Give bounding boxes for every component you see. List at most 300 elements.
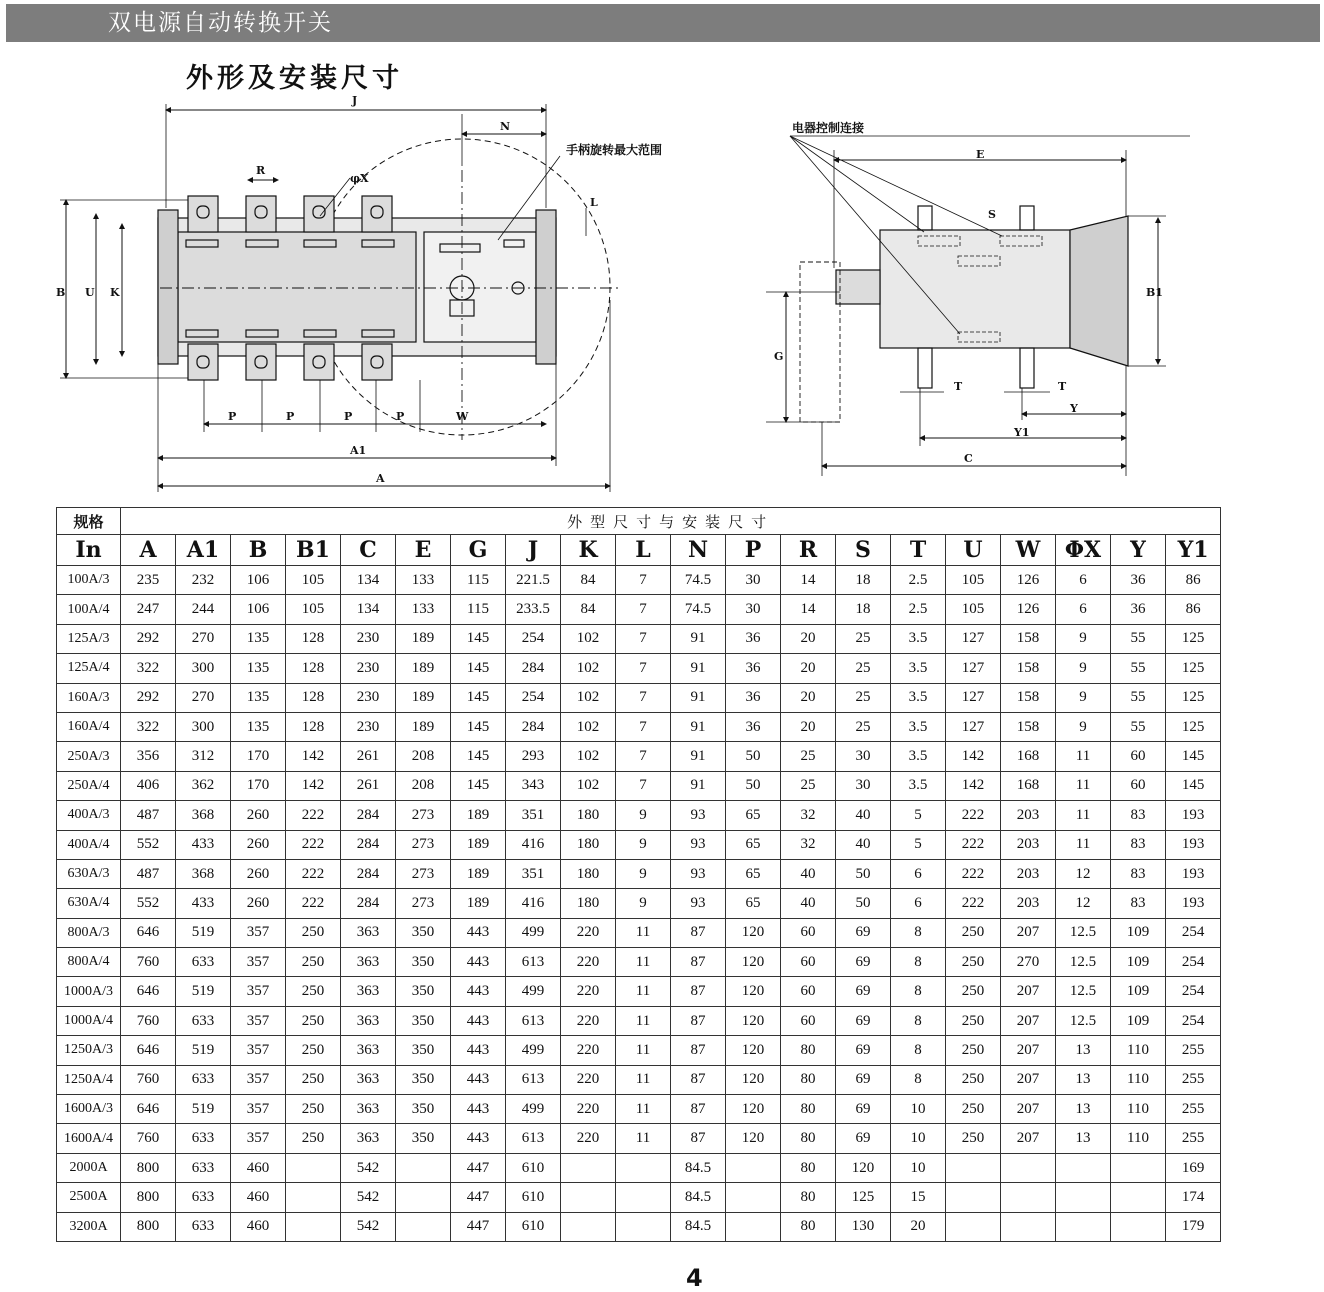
column-header: Y xyxy=(1111,535,1166,566)
value-cell: 646 xyxy=(121,918,176,947)
value-cell: 65 xyxy=(726,830,781,859)
value-cell: 633 xyxy=(176,1065,231,1094)
value-cell: 11 xyxy=(1056,742,1111,771)
value-cell: 126 xyxy=(1001,566,1056,595)
value-cell: 12.5 xyxy=(1056,918,1111,947)
value-cell: 86 xyxy=(1166,595,1221,624)
value-cell: 5 xyxy=(891,830,946,859)
value-cell: 351 xyxy=(506,801,561,830)
value-cell: 105 xyxy=(286,566,341,595)
value-cell: 760 xyxy=(121,1006,176,1035)
value-cell: 12 xyxy=(1056,889,1111,918)
value-cell: 158 xyxy=(1001,624,1056,653)
value-cell: 460 xyxy=(231,1183,286,1212)
value-cell: 115 xyxy=(451,566,506,595)
value-cell: 220 xyxy=(561,1124,616,1153)
value-cell: 3.5 xyxy=(891,742,946,771)
value-cell: 9 xyxy=(1056,624,1111,653)
spec-cell: 1600A/3 xyxy=(57,1095,121,1124)
column-header: R xyxy=(781,535,836,566)
value-cell: 357 xyxy=(231,977,286,1006)
value-cell: 350 xyxy=(396,977,451,1006)
value-cell: 125 xyxy=(1166,712,1221,741)
value-cell: 350 xyxy=(396,1065,451,1094)
value-cell: 11 xyxy=(616,1006,671,1035)
table-row xyxy=(57,1153,1221,1182)
value-cell: 552 xyxy=(121,889,176,918)
value-cell: 13 xyxy=(1056,1124,1111,1153)
value-cell: 30 xyxy=(726,566,781,595)
value-cell: 220 xyxy=(561,918,616,947)
value-cell: 203 xyxy=(1001,889,1056,918)
value-cell xyxy=(1056,1212,1111,1241)
value-cell: 207 xyxy=(1001,918,1056,947)
value-cell: 110 xyxy=(1111,1095,1166,1124)
value-cell: 203 xyxy=(1001,801,1056,830)
column-header: T xyxy=(891,535,946,566)
dim-label-y: Y xyxy=(1070,402,1078,415)
value-cell: 363 xyxy=(341,948,396,977)
dim-label-b: B xyxy=(56,286,66,299)
value-cell: 80 xyxy=(781,1095,836,1124)
value-cell: 207 xyxy=(1001,1036,1056,1065)
value-cell: 406 xyxy=(121,771,176,800)
value-cell: 250 xyxy=(946,1095,1001,1124)
value-cell xyxy=(1111,1212,1166,1241)
table-row xyxy=(57,977,1221,1006)
value-cell: 125 xyxy=(836,1183,891,1212)
spec-cell: 1000A/3 xyxy=(57,977,121,1006)
value-cell: 447 xyxy=(451,1153,506,1182)
value-cell: 109 xyxy=(1111,918,1166,947)
value-cell: 83 xyxy=(1111,889,1166,918)
dim-label-g: G xyxy=(774,350,784,363)
value-cell xyxy=(561,1153,616,1182)
value-cell: 126 xyxy=(1001,595,1056,624)
spec-cell: 1250A/4 xyxy=(57,1065,121,1094)
value-cell: 207 xyxy=(1001,1095,1056,1124)
value-cell: 633 xyxy=(176,1124,231,1153)
value-cell: 250 xyxy=(286,1095,341,1124)
value-cell: 120 xyxy=(726,977,781,1006)
value-cell: 8 xyxy=(891,1036,946,1065)
value-cell xyxy=(616,1183,671,1212)
value-cell: 193 xyxy=(1166,889,1221,918)
value-cell: 363 xyxy=(341,1095,396,1124)
value-cell: 11 xyxy=(1056,830,1111,859)
value-cell: 233.5 xyxy=(506,595,561,624)
value-cell: 127 xyxy=(946,654,1001,683)
value-cell: 350 xyxy=(396,1006,451,1035)
value-cell xyxy=(1001,1212,1056,1241)
table-row xyxy=(57,859,1221,888)
value-cell: 3.5 xyxy=(891,624,946,653)
value-cell: 222 xyxy=(946,859,1001,888)
value-cell: 128 xyxy=(286,683,341,712)
value-cell: 193 xyxy=(1166,859,1221,888)
value-cell xyxy=(396,1153,451,1182)
value-cell xyxy=(286,1212,341,1241)
value-cell: 91 xyxy=(671,712,726,741)
value-cell: 487 xyxy=(121,801,176,830)
value-cell: 270 xyxy=(1001,948,1056,977)
value-cell: 65 xyxy=(726,801,781,830)
value-cell: 133 xyxy=(396,566,451,595)
value-cell: 362 xyxy=(176,771,231,800)
value-cell: 633 xyxy=(176,1153,231,1182)
value-cell: 232 xyxy=(176,566,231,595)
value-cell: 40 xyxy=(781,889,836,918)
value-cell: 350 xyxy=(396,1036,451,1065)
value-cell: 447 xyxy=(451,1212,506,1241)
value-cell: 84 xyxy=(561,566,616,595)
value-cell: 145 xyxy=(1166,742,1221,771)
value-cell: 145 xyxy=(451,654,506,683)
table-row xyxy=(57,918,1221,947)
dim-label-b1: B1 xyxy=(1146,286,1163,299)
value-cell: 25 xyxy=(781,742,836,771)
value-cell: 6 xyxy=(1056,595,1111,624)
value-cell: 8 xyxy=(891,948,946,977)
value-cell: 14 xyxy=(781,595,836,624)
value-cell: 610 xyxy=(506,1212,561,1241)
value-cell: 170 xyxy=(231,771,286,800)
table-row xyxy=(57,683,1221,712)
value-cell: 250 xyxy=(946,977,1001,1006)
value-cell: 8 xyxy=(891,1065,946,1094)
value-cell: 433 xyxy=(176,830,231,859)
value-cell: 270 xyxy=(176,683,231,712)
spec-cell: 100A/3 xyxy=(57,566,121,595)
value-cell: 55 xyxy=(1111,624,1166,653)
value-cell: 87 xyxy=(671,1065,726,1094)
value-cell: 120 xyxy=(726,1095,781,1124)
value-cell: 255 xyxy=(1166,1124,1221,1153)
value-cell: 80 xyxy=(781,1212,836,1241)
value-cell: 260 xyxy=(231,801,286,830)
side-view-drawing xyxy=(766,136,1190,476)
value-cell: 18 xyxy=(836,595,891,624)
value-cell: 3.5 xyxy=(891,683,946,712)
table-row xyxy=(57,1124,1221,1153)
value-cell: 542 xyxy=(341,1153,396,1182)
value-cell: 189 xyxy=(396,654,451,683)
dim-label-p1: P xyxy=(228,410,237,423)
value-cell: 36 xyxy=(1111,595,1166,624)
column-header: L xyxy=(616,535,671,566)
table-row xyxy=(57,624,1221,653)
value-cell: 87 xyxy=(671,918,726,947)
value-cell: 80 xyxy=(781,1036,836,1065)
value-cell: 6 xyxy=(891,859,946,888)
column-header: E xyxy=(396,535,451,566)
value-cell: 800 xyxy=(121,1183,176,1212)
value-cell: 83 xyxy=(1111,859,1166,888)
value-cell: 207 xyxy=(1001,977,1056,1006)
value-cell: 84.5 xyxy=(671,1183,726,1212)
value-cell: 25 xyxy=(836,654,891,683)
value-cell: 260 xyxy=(231,830,286,859)
value-cell: 357 xyxy=(231,918,286,947)
value-cell: 460 xyxy=(231,1212,286,1241)
value-cell: 235 xyxy=(121,566,176,595)
value-cell: 102 xyxy=(561,624,616,653)
value-cell: 11 xyxy=(616,1124,671,1153)
value-cell: 208 xyxy=(396,771,451,800)
value-cell: 220 xyxy=(561,1065,616,1094)
value-cell: 273 xyxy=(396,830,451,859)
value-cell: 145 xyxy=(451,712,506,741)
value-cell: 10 xyxy=(891,1124,946,1153)
value-cell: 36 xyxy=(726,624,781,653)
value-cell: 250 xyxy=(946,1006,1001,1035)
value-cell: 145 xyxy=(451,683,506,712)
value-cell: 105 xyxy=(946,566,1001,595)
value-cell: 368 xyxy=(176,801,231,830)
value-cell: 65 xyxy=(726,859,781,888)
value-cell: 3.5 xyxy=(891,771,946,800)
dim-label-c: C xyxy=(964,452,973,465)
value-cell: 142 xyxy=(946,771,1001,800)
value-cell: 158 xyxy=(1001,654,1056,683)
value-cell: 13 xyxy=(1056,1036,1111,1065)
value-cell: 9 xyxy=(616,889,671,918)
value-cell: 145 xyxy=(1166,771,1221,800)
dim-label-y1: Y1 xyxy=(1014,426,1030,439)
value-cell: 633 xyxy=(176,948,231,977)
dim-label-p2: P xyxy=(286,410,295,423)
value-cell: 254 xyxy=(506,624,561,653)
value-cell: 284 xyxy=(341,859,396,888)
value-cell: 552 xyxy=(121,830,176,859)
value-cell: 193 xyxy=(1166,830,1221,859)
value-cell: 115 xyxy=(451,595,506,624)
value-cell: 25 xyxy=(781,771,836,800)
value-cell: 145 xyxy=(451,742,506,771)
value-cell: 11 xyxy=(616,1095,671,1124)
value-cell: 7 xyxy=(616,683,671,712)
table-body xyxy=(57,566,1221,1242)
value-cell: 50 xyxy=(836,889,891,918)
dim-label-a1: A1 xyxy=(350,444,367,457)
value-cell: 60 xyxy=(781,977,836,1006)
value-cell: 20 xyxy=(781,683,836,712)
value-cell: 93 xyxy=(671,830,726,859)
value-cell: 12.5 xyxy=(1056,948,1111,977)
value-cell xyxy=(726,1183,781,1212)
value-cell xyxy=(616,1212,671,1241)
column-header: B xyxy=(231,535,286,566)
value-cell: 222 xyxy=(286,859,341,888)
value-cell: 350 xyxy=(396,918,451,947)
value-cell: 610 xyxy=(506,1183,561,1212)
value-cell: 170 xyxy=(231,742,286,771)
value-cell: 109 xyxy=(1111,948,1166,977)
value-cell: 174 xyxy=(1166,1183,1221,1212)
dim-label-t1: T xyxy=(954,380,963,393)
value-cell: 120 xyxy=(726,1006,781,1035)
value-cell: 36 xyxy=(726,683,781,712)
value-cell: 11 xyxy=(616,948,671,977)
value-cell: 220 xyxy=(561,1036,616,1065)
value-cell: 368 xyxy=(176,859,231,888)
dim-label-l: L xyxy=(590,196,598,209)
column-header: N xyxy=(671,535,726,566)
value-cell: 11 xyxy=(616,918,671,947)
value-cell: 220 xyxy=(561,1095,616,1124)
value-cell: 40 xyxy=(836,830,891,859)
value-cell: 20 xyxy=(781,624,836,653)
value-cell: 254 xyxy=(1166,977,1221,1006)
value-cell: 284 xyxy=(341,830,396,859)
value-cell xyxy=(1001,1183,1056,1212)
value-cell: 109 xyxy=(1111,1006,1166,1035)
value-cell: 84.5 xyxy=(671,1212,726,1241)
value-cell: 343 xyxy=(506,771,561,800)
value-cell: 87 xyxy=(671,977,726,1006)
value-cell: 519 xyxy=(176,977,231,1006)
value-cell: 416 xyxy=(506,889,561,918)
spec-cell: 3200A xyxy=(57,1212,121,1241)
value-cell: 207 xyxy=(1001,1124,1056,1153)
value-cell: 32 xyxy=(781,801,836,830)
value-cell: 128 xyxy=(286,624,341,653)
value-cell: 222 xyxy=(946,830,1001,859)
value-cell: 613 xyxy=(506,948,561,977)
value-cell: 145 xyxy=(451,624,506,653)
value-cell: 40 xyxy=(836,801,891,830)
value-cell: 60 xyxy=(1111,742,1166,771)
value-cell: 189 xyxy=(396,712,451,741)
value-cell: 250 xyxy=(946,1036,1001,1065)
value-cell: 69 xyxy=(836,1065,891,1094)
value-cell: 125 xyxy=(1166,683,1221,712)
value-cell: 3.5 xyxy=(891,654,946,683)
value-cell: 60 xyxy=(781,1006,836,1035)
value-cell: 84.5 xyxy=(671,1153,726,1182)
value-cell: 363 xyxy=(341,1065,396,1094)
spec-cell: 800A/4 xyxy=(57,948,121,977)
dimension-table xyxy=(56,507,1221,1242)
value-cell: 87 xyxy=(671,948,726,977)
table-row xyxy=(57,771,1221,800)
dim-label-e: E xyxy=(976,148,985,161)
value-cell: 11 xyxy=(1056,801,1111,830)
table-row xyxy=(57,1036,1221,1065)
value-cell: 613 xyxy=(506,1065,561,1094)
value-cell: 357 xyxy=(231,1095,286,1124)
table-row xyxy=(57,1212,1221,1241)
value-cell: 142 xyxy=(946,742,1001,771)
page-number: 4 xyxy=(686,1264,703,1292)
value-cell: 106 xyxy=(231,566,286,595)
dim-label-w: W xyxy=(456,410,469,423)
value-cell xyxy=(396,1183,451,1212)
spec-cell: 630A/4 xyxy=(57,889,121,918)
value-cell: 69 xyxy=(836,1036,891,1065)
value-cell: 284 xyxy=(341,801,396,830)
value-cell: 800 xyxy=(121,1153,176,1182)
value-cell: 443 xyxy=(451,1095,506,1124)
value-cell: 542 xyxy=(341,1183,396,1212)
column-header: K xyxy=(561,535,616,566)
value-cell: 93 xyxy=(671,859,726,888)
value-cell: 135 xyxy=(231,683,286,712)
value-cell xyxy=(726,1212,781,1241)
dim-label-n: N xyxy=(500,120,511,133)
value-cell: 74.5 xyxy=(671,566,726,595)
value-cell xyxy=(1111,1183,1166,1212)
value-cell: 312 xyxy=(176,742,231,771)
value-cell: 222 xyxy=(946,801,1001,830)
value-cell: 11 xyxy=(1056,771,1111,800)
value-cell: 254 xyxy=(506,683,561,712)
value-cell: 189 xyxy=(451,889,506,918)
spec-cell: 2500A xyxy=(57,1183,121,1212)
value-cell: 83 xyxy=(1111,801,1166,830)
table-row xyxy=(57,948,1221,977)
value-cell: 443 xyxy=(451,1036,506,1065)
value-cell: 443 xyxy=(451,1124,506,1153)
value-cell: 255 xyxy=(1166,1065,1221,1094)
value-cell xyxy=(1111,1153,1166,1182)
value-cell: 11 xyxy=(616,1065,671,1094)
value-cell: 69 xyxy=(836,1124,891,1153)
value-cell: 7 xyxy=(616,742,671,771)
value-cell: 254 xyxy=(1166,948,1221,977)
value-cell: 20 xyxy=(781,654,836,683)
value-cell xyxy=(946,1183,1001,1212)
value-cell: 8 xyxy=(891,1006,946,1035)
value-cell: 519 xyxy=(176,918,231,947)
value-cell: 363 xyxy=(341,1124,396,1153)
table-row xyxy=(57,566,1221,595)
value-cell: 244 xyxy=(176,595,231,624)
value-cell: 9 xyxy=(1056,683,1111,712)
value-cell: 250 xyxy=(286,1065,341,1094)
value-cell: 60 xyxy=(781,948,836,977)
value-cell: 69 xyxy=(836,948,891,977)
value-cell: 128 xyxy=(286,712,341,741)
value-cell: 102 xyxy=(561,654,616,683)
value-cell: 158 xyxy=(1001,683,1056,712)
value-cell: 8 xyxy=(891,918,946,947)
value-cell: 69 xyxy=(836,918,891,947)
value-cell: 20 xyxy=(891,1212,946,1241)
value-cell: 83 xyxy=(1111,830,1166,859)
value-cell: 80 xyxy=(781,1183,836,1212)
table-row xyxy=(57,1095,1221,1124)
value-cell: 250 xyxy=(286,1006,341,1035)
value-cell: 220 xyxy=(561,977,616,1006)
value-cell: 519 xyxy=(176,1036,231,1065)
spec-cell: 160A/3 xyxy=(57,683,121,712)
value-cell: 800 xyxy=(121,1212,176,1241)
value-cell: 110 xyxy=(1111,1124,1166,1153)
spec-header-cell: 规格 xyxy=(57,508,121,535)
table-row xyxy=(57,1183,1221,1212)
value-cell: 5 xyxy=(891,801,946,830)
value-cell: 87 xyxy=(671,1095,726,1124)
value-cell xyxy=(1056,1183,1111,1212)
value-cell: 120 xyxy=(726,918,781,947)
page-header-title: 双电源自动转换开关 xyxy=(108,10,333,36)
value-cell: 120 xyxy=(836,1153,891,1182)
value-cell: 499 xyxy=(506,977,561,1006)
value-cell: 69 xyxy=(836,1006,891,1035)
value-cell: 179 xyxy=(1166,1212,1221,1241)
value-cell: 65 xyxy=(726,889,781,918)
